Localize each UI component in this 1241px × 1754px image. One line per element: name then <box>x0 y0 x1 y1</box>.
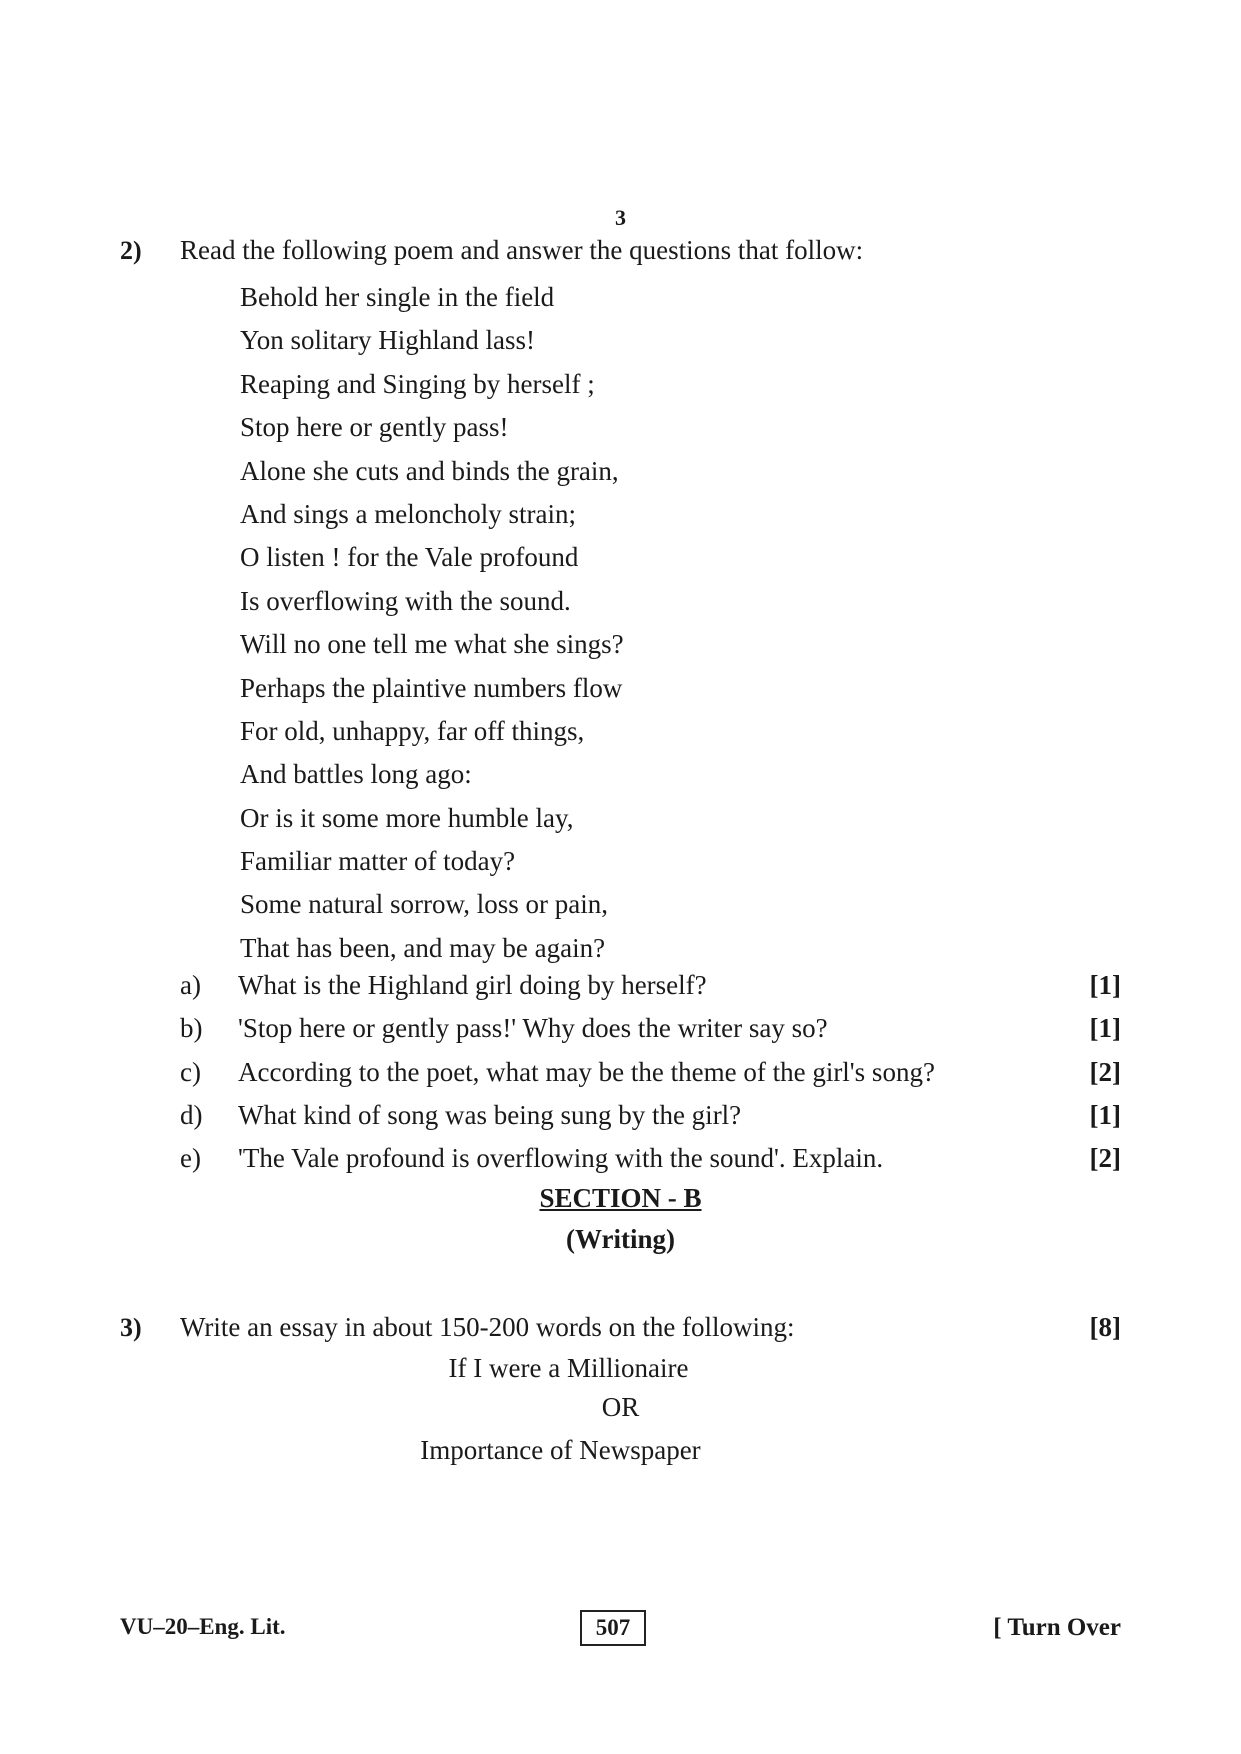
question-3-number: 3) <box>120 1313 142 1342</box>
question-2-prompt: Read the following poem and answer the questions that follow: <box>180 235 864 265</box>
question-2-number: 2) <box>120 236 142 265</box>
poem-line: Perhaps the plaintive numbers flow <box>240 672 623 703</box>
sub-question-text: What is the Highland girl doing by herself? <box>238 970 707 1000</box>
poem-line: That has been, and may be again? <box>240 932 606 963</box>
sub-question-marks: [2] <box>1089 1143 1121 1174</box>
poem-line: Familiar matter of today? <box>240 846 516 877</box>
essay-topic-1: If I were a Millionaire <box>448 1353 689 1383</box>
poem <box>240 276 624 970</box>
sub-question-letter: d) <box>180 1099 203 1130</box>
question-3-marks: [8] <box>1089 1312 1121 1342</box>
question-3-prompt: Write an essay in about 150-200 words on the following: <box>180 1312 795 1342</box>
poem-line: And sings a meloncholy strain; <box>240 498 576 529</box>
poem-line: Or is it some more humble lay, <box>240 802 574 833</box>
sub-question-text: 'The Vale profound is overflowing with the sound'. Explain. <box>238 1143 884 1174</box>
poem-line: Some natural sorrow, loss or pain, <box>240 889 608 920</box>
sub-question-marks: [1] <box>1089 1099 1121 1130</box>
footer-number-box <box>580 1610 646 1646</box>
poem-line: Alone she cuts and binds the grain, <box>240 455 619 486</box>
poem-line: Is overflowing with the sound. <box>240 585 571 616</box>
poem-line: And battles long ago: <box>240 759 472 790</box>
poem-line: Reaping and Singing by herself ; <box>240 368 595 399</box>
section-b-title <box>0 1183 1241 1214</box>
sub-question-marks: [1] <box>1089 970 1121 1000</box>
sub-question-marks: [1] <box>1089 1013 1121 1044</box>
poem-line: Behold her single in the field <box>240 282 555 312</box>
sub-question-marks: [2] <box>1089 1056 1121 1087</box>
section-b-title-text: SECTION - B <box>539 1183 702 1213</box>
essay-or: OR <box>601 1392 640 1422</box>
sub-question-letter: c) <box>180 1056 201 1087</box>
poem-line: Will no one tell me what she sings? <box>240 629 624 660</box>
poem-line: O listen ! for the Vale profound <box>240 542 579 573</box>
essay-topic-2: Importance of Newspaper <box>420 1435 701 1465</box>
poem-line: Stop here or gently pass! <box>240 412 509 443</box>
section-b-subtitle: (Writing) <box>566 1224 675 1254</box>
footer-code: VU–20–Eng. Lit. <box>120 1614 286 1639</box>
page-number: 3 <box>615 205 626 230</box>
poem-line: Yon solitary Highland lass! <box>240 325 536 356</box>
footer-number: 507 <box>595 1615 631 1640</box>
sub-question-letter: b) <box>180 1013 203 1044</box>
poem-line: For old, unhappy, far off things, <box>240 715 585 746</box>
sub-question-letter: a) <box>180 970 201 1000</box>
sub-question-text: According to the poet, what may be the theme of the girl's song? <box>238 1056 935 1087</box>
sub-question-text: 'Stop here or gently pass!' Why does the writer say so? <box>238 1013 828 1044</box>
footer-turn-over: [ Turn Over <box>993 1614 1121 1641</box>
sub-question-text: What kind of song was being sung by the girl? <box>238 1099 742 1130</box>
sub-question-letter: e) <box>180 1143 201 1174</box>
